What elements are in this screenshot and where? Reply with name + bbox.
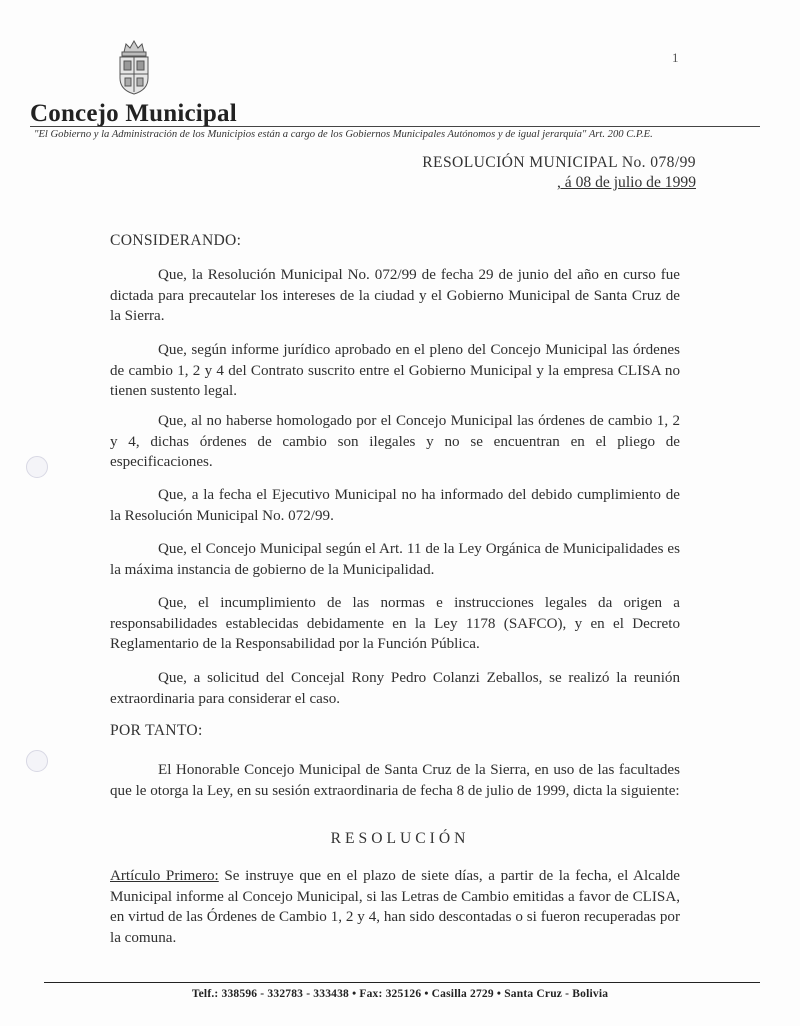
municipal-crest-icon <box>116 38 152 96</box>
footer-contact: Telf.: 338596 - 332783 - 333438 • Fax: 325126 • Casilla 2729 • Santa Cruz - Bolivia <box>191 988 609 1000</box>
punch-hole <box>26 456 48 478</box>
considerando-paragraph: Que, a la fecha el Ejecutivo Municipal no ha informado del debido cumplimiento de la Resolución Municipal No. 072/99. <box>110 487 680 524</box>
considerando-paragraph: Que, al no haberse homologado por el Concejo Municipal las órdenes de cambio 1, 2 y 4, dichas órdenes de cambio son ilegales y no se encuentran en el pliego de especificaciones. <box>110 413 680 471</box>
por-tanto-heading: POR TANTO: <box>110 722 203 739</box>
resolution-number: RESOLUCIÓN MUNICIPAL No. 078/99 <box>422 154 696 171</box>
article-first <box>110 866 680 948</box>
article-text: Se instruye que en el plazo de siete días, a partir de la fecha, el Alcalde Municipal informe al Concejo Municipal, si las Letras de Cambio emitidas a favor de CLISA, en virtud de las Órdenes de Cambio 1, 2 y 4, han sido descontadas o si fueron recuperadas por la comuna. <box>110 868 680 946</box>
header-rule <box>30 126 760 127</box>
organization-name: Concejo Municipal <box>30 100 237 127</box>
considerando-heading: CONSIDERANDO: <box>110 232 242 249</box>
considerando-paragraph: Que, a solicitud del Concejal Rony Pedro Colanzi Zeballos, se realizó la reunión extraordinaria para considerar el caso. <box>110 670 680 707</box>
constitutional-motto: "El Gobierno y la Administración de los Municipios están a cargo de los Gobiernos Municipales Autónomos y de igual jerarquía" Art. 200 C.P.E. <box>34 129 653 140</box>
considerando-paragraph: Que, según informe jurídico aprobado en el pleno del Concejo Municipal las órdenes de cambio 1, 2 y 4 del Contrato suscrito entre el Gobierno Municipal y la empresa CLISA no tienen sustento legal. <box>110 342 680 400</box>
punch-hole <box>26 750 48 772</box>
article-label: Artículo Primero: <box>110 868 219 884</box>
considerando-paragraph: Que, la Resolución Municipal No. 072/99 de fecha 29 de junio del año en curso fue dictada para precautelar los intereses de la ciudad y el Gobierno Municipal de Santa Cruz de la Sierra. <box>110 267 680 325</box>
considerando-paragraph: Que, el Concejo Municipal según el Art. 11 de la Ley Orgánica de Municipalidades es la máxima instancia de gobierno de la Municipalidad. <box>110 541 680 578</box>
footer-rule <box>44 982 760 983</box>
resolution-date: , á 08 de julio de 1999 <box>556 174 696 191</box>
page-number: 1 <box>672 50 679 65</box>
por-tanto-paragraph: El Honorable Concejo Municipal de Santa Cruz de la Sierra, en uso de las facultades que le otorga la Ley, en su sesión extraordinaria de fecha 8 de julio de 1999, dicta la siguiente: <box>110 762 680 799</box>
resolucion-heading: RESOLUCIÓN <box>330 830 470 847</box>
considerando-paragraph: Que, el incumplimiento de las normas e instrucciones legales da origen a responsabilidades establecidas debidamente en la Ley 1178 (SAFCO), y en el Decreto Reglamentario de la Responsabilidad por la Función Pública. <box>110 595 680 653</box>
